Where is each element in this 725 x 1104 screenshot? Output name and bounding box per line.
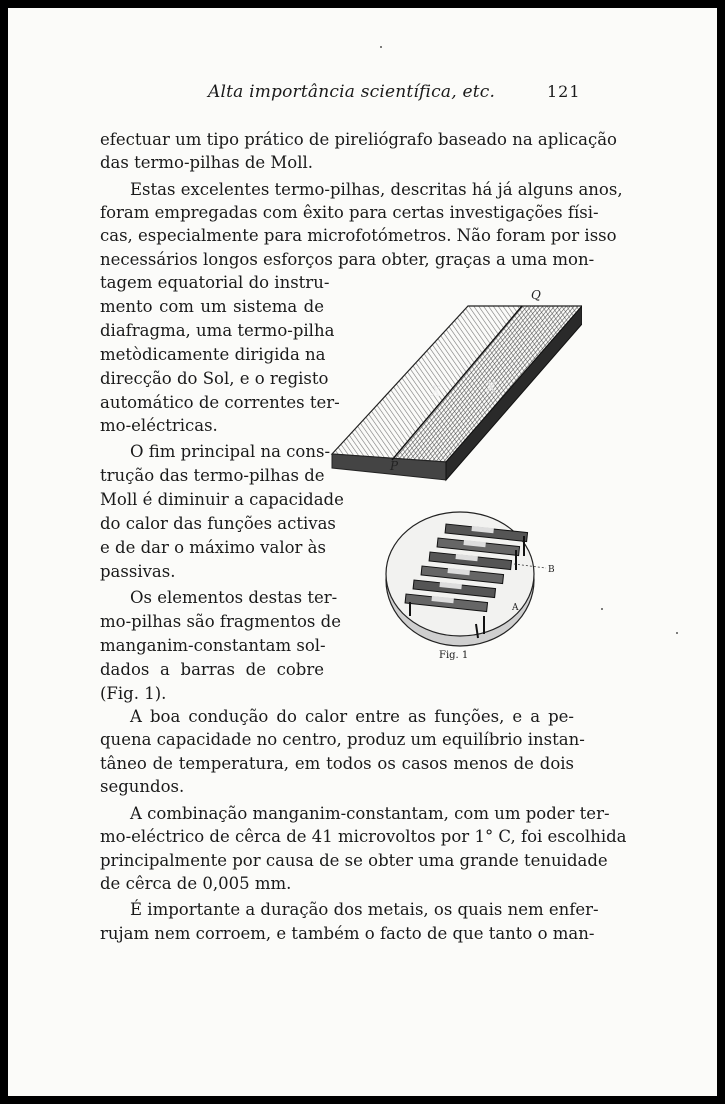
text-line: Estas excelentes termo-pilhas, descritas há já alguns anos, xyxy=(130,180,623,199)
plate-label-q: Q xyxy=(531,288,541,302)
thermopile-disc-illustration xyxy=(380,506,558,652)
text-line: passivas. xyxy=(100,562,176,581)
book-page xyxy=(8,8,717,1096)
thermopile-plate-illustration xyxy=(326,284,582,484)
figure-caption: Fig. 1 xyxy=(439,650,469,661)
plate-label-x-left: X xyxy=(431,384,441,400)
text-line: diafragma, uma termo-pilha xyxy=(100,321,335,340)
text-line: mento com um sistema de xyxy=(100,297,324,316)
text-line: do calor das funções activas xyxy=(100,514,336,533)
text-line: rujam nem corroem, e também o facto de que tanto o man- xyxy=(100,924,595,943)
text-line: (Fig. 1). xyxy=(100,684,167,703)
text-line: A combinação manganim-constantam, com um poder ter- xyxy=(130,804,610,823)
text-line: das termo-pilhas de Moll. xyxy=(100,153,314,172)
text-line: principalmente por causa de se obter uma grande tenuidade xyxy=(100,851,608,870)
text-line: necessários longos esforços para obter, graças a uma mon- xyxy=(100,250,595,269)
running-title: Alta importância scientífica, etc. xyxy=(208,82,496,102)
text-line: efectuar um tipo prático de pireliógrafo baseado na aplicação xyxy=(100,130,617,149)
text-line: mo-eléctrico de cêrca de 41 microvoltos por 1° C, foi escolhida xyxy=(100,827,627,846)
page-header xyxy=(8,82,717,106)
text-line: O fim principal na cons- xyxy=(130,442,331,461)
page-number: 121 xyxy=(547,82,581,101)
text-line: dados a barras de cobre xyxy=(100,660,324,679)
text-line: tagem equatorial do instru- xyxy=(100,273,330,292)
plate-label-p: P xyxy=(390,459,399,473)
text-line: mo-eléctricas. xyxy=(100,416,218,435)
text-line: mo-pilhas são fragmentos de xyxy=(100,612,341,631)
text-line: segundos. xyxy=(100,777,185,796)
text-line: É importante a duração dos metais, os quais nem enfer- xyxy=(130,900,599,919)
text-line: foram empregadas com êxito para certas investigações físi- xyxy=(100,203,599,222)
text-line: manganim-constantam sol- xyxy=(100,636,326,655)
text-line: Os elementos destas ter- xyxy=(130,588,338,607)
plate-label-x-right: X xyxy=(486,380,496,396)
text-line: A boa condução do calor entre as funções, e a pe- xyxy=(130,707,574,726)
text-line: Moll é diminuir a capacidade xyxy=(100,490,344,509)
text-line: tâneo de temperatura, em todos os casos menos de dois xyxy=(100,754,574,773)
disc-label-a: A xyxy=(512,603,519,613)
paper-speck xyxy=(601,608,603,610)
paper-speck xyxy=(676,632,678,634)
text-line: trução das termo-pilhas de xyxy=(100,466,325,485)
text-line: metòdicamente dirigida na xyxy=(100,345,326,364)
text-line: direcção do Sol, e o registo xyxy=(100,369,329,388)
text-line: cas, especialmente para microfotómetros. Não foram por isso xyxy=(100,226,617,245)
text-line: automático de correntes ter- xyxy=(100,393,340,412)
disc-label-b: B xyxy=(548,565,555,575)
text-line: quena capacidade no centro, produz um equilíbrio instan- xyxy=(100,730,585,749)
text-line: de cêrca de 0,005 mm. xyxy=(100,874,292,893)
paper-speck xyxy=(380,46,382,48)
text-line: e de dar o máximo valor às xyxy=(100,538,326,557)
